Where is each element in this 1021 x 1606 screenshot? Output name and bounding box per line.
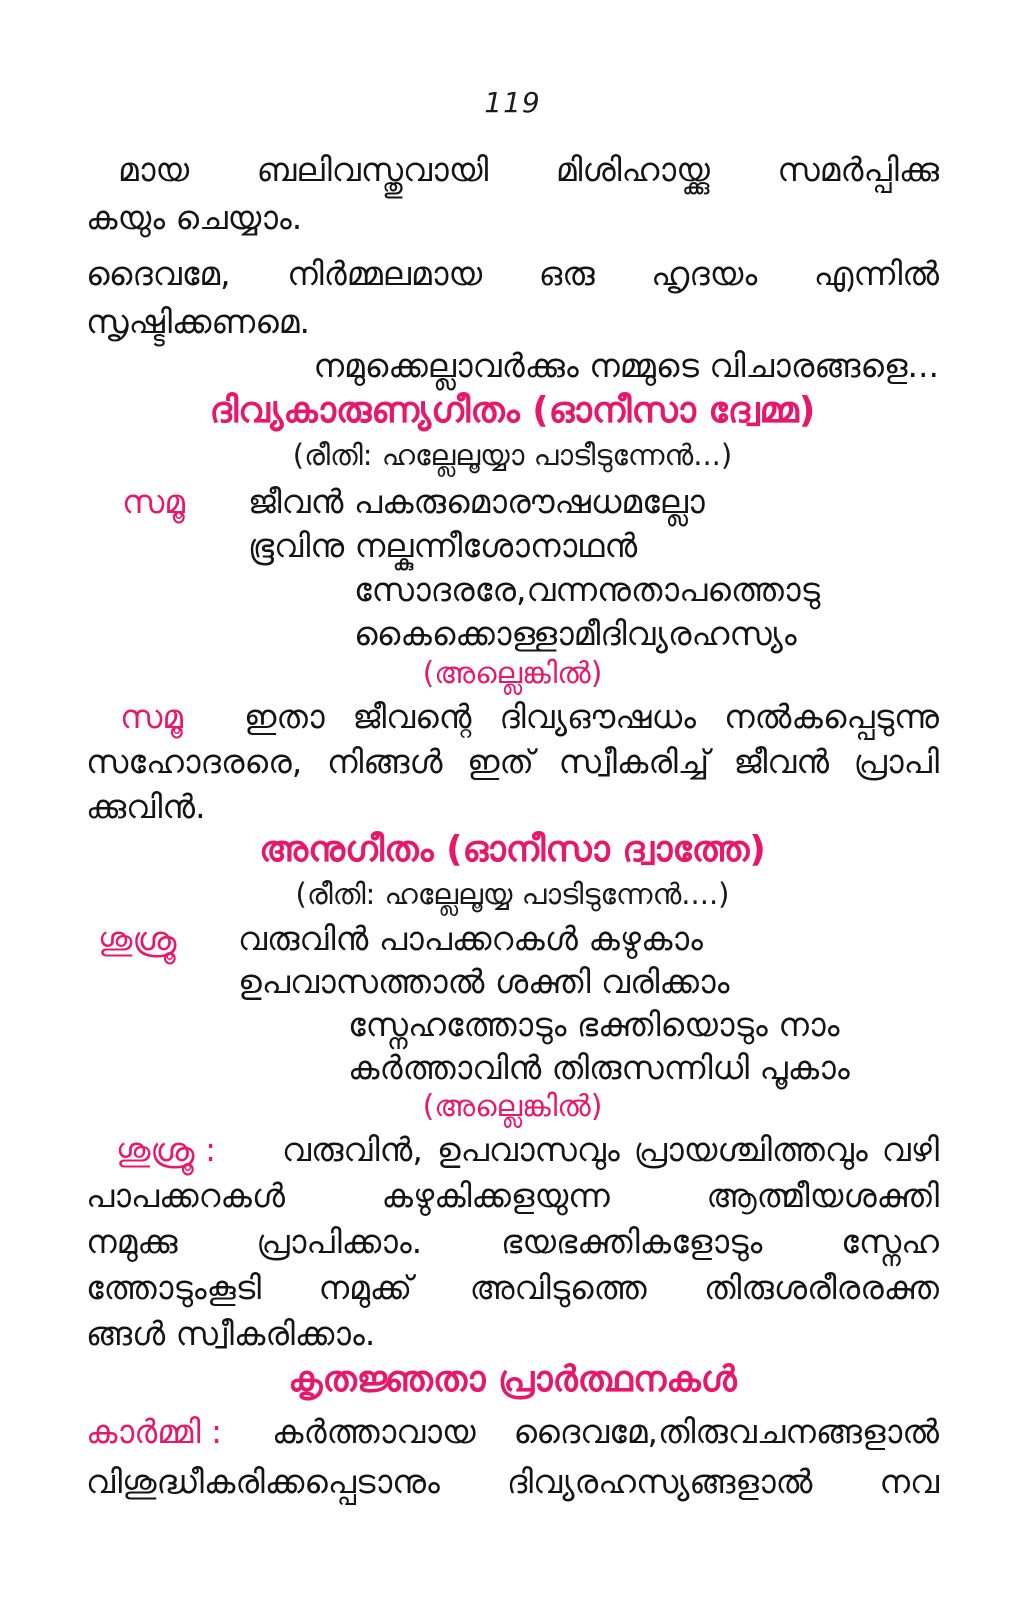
paragraph-line: ത്തോടുംകൂടി നമുക്ക് അവിടുത്തെ തിരുശരീരരക്ത [86, 1268, 939, 1307]
intro-paragraph-1 [86, 146, 939, 242]
hymn2-stanza [86, 917, 939, 1089]
paragraph-line: ങ്ങൾ സ്വീകരിക്കാം. [86, 1314, 376, 1353]
hymn1-stanza [86, 480, 939, 656]
stanza-line: വരുവിൻ പാപക്കറകൾ കഴുകാം [238, 919, 703, 958]
stanza-line: സ്നേഹത്തോടും ഭക്തിയൊടും നാം [348, 1005, 840, 1044]
paragraph-line: പാപക്കറകൾ കഴുകിക്കളയുന്ന ആത്മീയശക്തി [86, 1176, 939, 1215]
hymn1-tune-line: (രീതി: ഹല്ലേലൂയ്യാ പാടീടുന്നേൻ...) [292, 438, 733, 472]
celebrant-paragraph [86, 1407, 939, 1507]
hymn1-alt-paragraph [86, 694, 939, 829]
speaker-label-karmmi: കാർമ്മി : [86, 1412, 223, 1451]
paragraph-line: നമുക്കു പ്രാപിക്കാം. ഭയഭക്തികളോടും സ്നേഹ [86, 1222, 939, 1261]
page-number: 119 [484, 86, 541, 119]
paragraph-line: കർത്താവായ ദൈവമേ,തിരുവചനങ്ങളാൽ [272, 1412, 939, 1451]
speaker-label-samu: സമൂ [120, 697, 184, 736]
alternative-marker: (അല്ലെങ്കിൽ) [422, 1089, 603, 1124]
stanza-line: കർത്താവിൻ തിരുസന്നിധി പൂകാം [348, 1048, 850, 1087]
paragraph-line: വരുവിൻ, ഉപവാസവും പ്രായശ്ചിത്തവും വഴി [282, 1130, 939, 1169]
thanksgiving-title: കൃതജ്ഞതാ പ്രാർത്ഥനകൾ [288, 1359, 737, 1400]
hymn1-title: ദിവ്യകാരുണ്യഗീതം (ഓനീസാ ദ്വേമ്മ) [209, 390, 816, 431]
intro-paragraph-2 [86, 250, 939, 346]
stanza-line: ജീവൻ പകരുമൊരൗഷധമല്ലോ [248, 482, 705, 521]
paragraph-line: കയും ചെയ്യാം. [86, 198, 303, 237]
alternative-marker: (അല്ലെങ്കിൽ) [422, 656, 603, 691]
hymn2-title: അനുഗീതം (ഓനീസാ ദ്വാത്തേ) [259, 829, 766, 870]
paragraph-line: സൃഷ്ടിക്കണമെ. [86, 302, 310, 341]
stanza-line: കൈക്കൊള്ളാമീദിവ്യരഹസ്യം [354, 614, 797, 653]
stanza-line: സോദരരേ,വന്നനുതാപത്തൊടു [354, 570, 820, 609]
stanza-line: ഉപവാസത്താൽ ശക്തി വരിക്കാം [238, 962, 730, 1001]
stanza-line: ഭൂവിനു നല്കുന്നീശോനാഥൻ [248, 526, 638, 565]
speaker-label-susru: ശുശ്രൂ [98, 919, 177, 958]
hymn2-tune-line: (രീതി: ഹല്ലേലൂയ്യ പാടിടുന്നേൻ....) [295, 877, 730, 911]
paragraph-line: ഇതാ ജീവന്റെ ദിവ്യഔഷധം നൽകപ്പെടുന്നു [244, 697, 939, 736]
speaker-label-samu: സമൂ [122, 482, 186, 521]
hymn2-alt-paragraph [86, 1127, 939, 1357]
paragraph-line: ദൈവമേ, നിർമ്മലമായ ഒരു ഹൃദയം എന്നിൽ [86, 254, 939, 293]
paragraph-line: വിശുദ്ധീകരിക്കപ്പെടാനും ദിവ്യരഹസ്യങ്ങളാൽ നവ [86, 1462, 939, 1501]
response-line: നമുക്കെല്ലാവർക്കും നമ്മുടെ വിചാരങ്ങളെ... [313, 346, 939, 385]
paragraph-line: മായ ബലിവസ്തുവായി മിശിഹായ്ക്കു സമർപ്പിക്കു [118, 150, 939, 189]
speaker-label-susru: ശുശ്രൂ : [116, 1130, 217, 1169]
paragraph-line: ക്കുവിൻ. [86, 787, 206, 826]
paragraph-line: സഹോദരരെ, നിങ്ങൾ ഇത് സ്വീകരിച്ച് ജീവൻ പ്രാപി [86, 742, 939, 781]
